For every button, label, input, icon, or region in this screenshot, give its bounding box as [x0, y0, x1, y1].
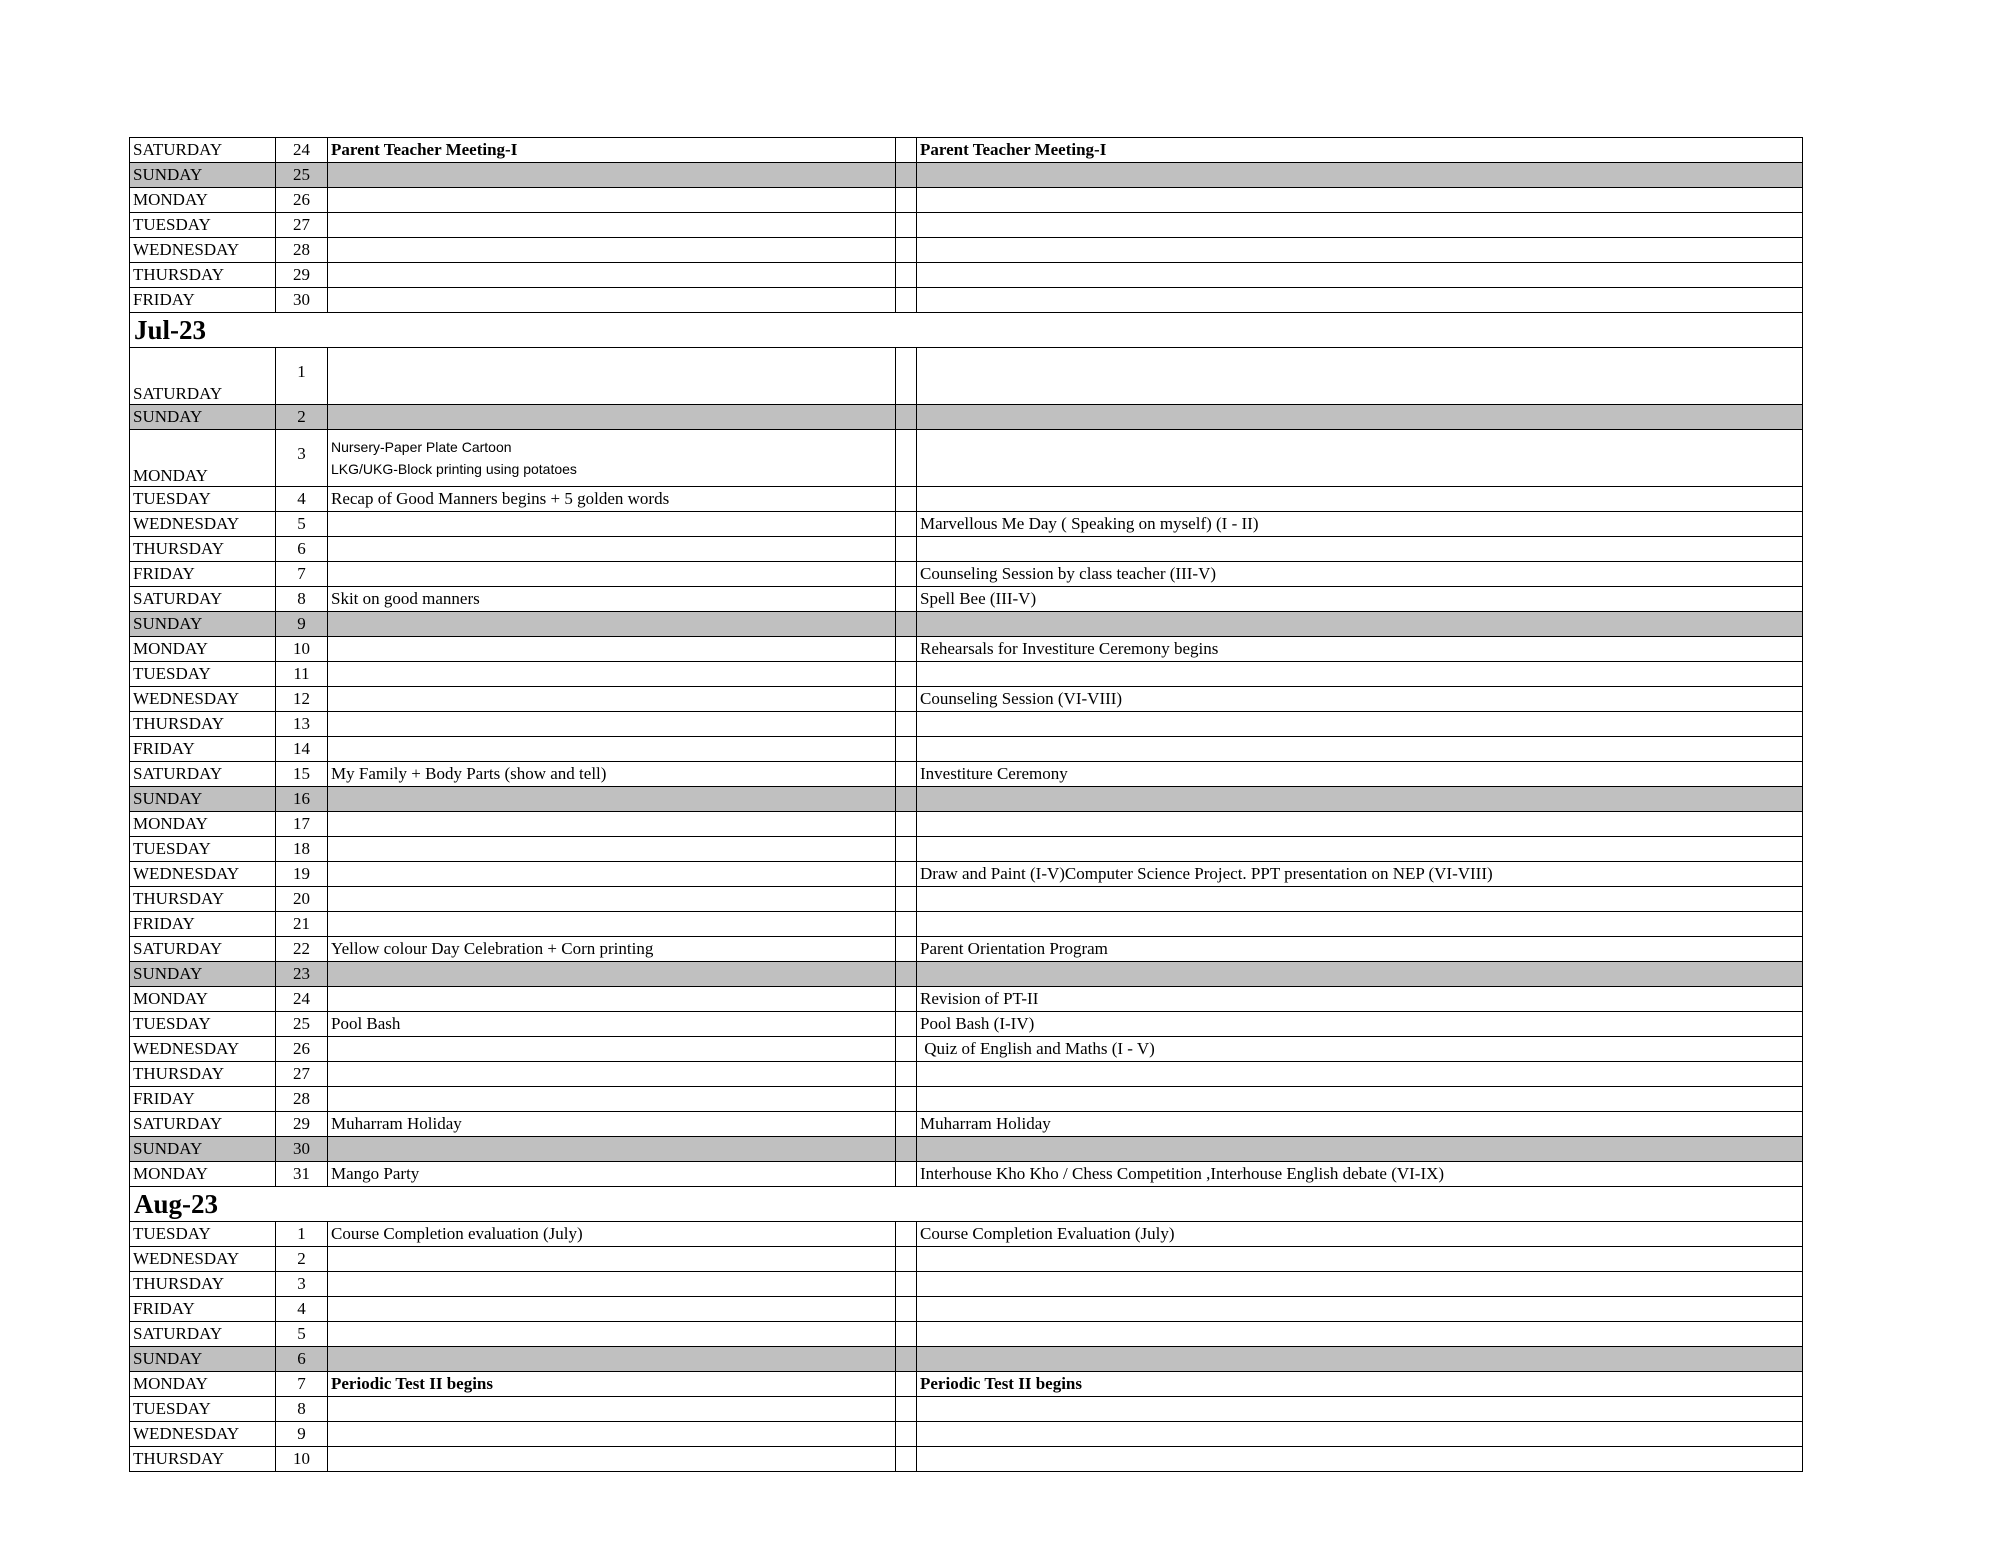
table-row	[130, 1347, 1803, 1372]
day-cell: WEDNESDAY	[130, 238, 276, 263]
day-cell: MONDAY	[130, 812, 276, 837]
day-cell: FRIDAY	[130, 912, 276, 937]
date-cell: 8	[276, 587, 328, 612]
table-row	[130, 887, 1803, 912]
table-row	[130, 612, 1803, 637]
pre-primary-activity-cell	[328, 812, 896, 837]
table-row	[130, 1087, 1803, 1112]
table-row	[130, 1422, 1803, 1447]
school-activity-cell	[917, 1137, 1803, 1162]
date-cell: 13	[276, 712, 328, 737]
spacer-cell	[896, 662, 917, 687]
school-activity-cell	[917, 238, 1803, 263]
table-row	[130, 1012, 1803, 1037]
school-activity-cell	[917, 1087, 1803, 1112]
spacer-cell	[896, 987, 917, 1012]
table-row	[130, 430, 1803, 487]
school-activity-cell: Counseling Session (VI-VIII)	[917, 687, 1803, 712]
school-activity-cell: Interhouse Kho Kho / Chess Competition ,Interhouse English debate (VI-IX)	[917, 1162, 1803, 1187]
table-row	[130, 1397, 1803, 1422]
school-activity-cell	[917, 962, 1803, 987]
table-row	[130, 163, 1803, 188]
pre-primary-activity-cell	[328, 837, 896, 862]
school-activity-cell	[917, 612, 1803, 637]
table-row	[130, 1272, 1803, 1297]
pre-primary-activity-cell	[328, 637, 896, 662]
table-row	[130, 1062, 1803, 1087]
day-cell: FRIDAY	[130, 562, 276, 587]
school-activity-cell: Parent Orientation Program	[917, 937, 1803, 962]
day-cell: SUNDAY	[130, 962, 276, 987]
school-activity-cell: Investiture Ceremony	[917, 762, 1803, 787]
school-activity-cell: Pool Bash (I-IV)	[917, 1012, 1803, 1037]
spacer-cell	[896, 238, 917, 263]
date-cell: 24	[276, 138, 328, 163]
date-cell: 26	[276, 1037, 328, 1062]
spacer-cell	[896, 587, 917, 612]
table-row	[130, 1112, 1803, 1137]
school-activity-cell	[917, 163, 1803, 188]
pre-primary-activity-cell	[328, 1037, 896, 1062]
pre-primary-activity-cell	[328, 862, 896, 887]
activity-calendar-table	[129, 137, 1803, 1472]
school-activity-cell	[917, 1347, 1803, 1372]
pre-primary-activity-cell	[328, 687, 896, 712]
pre-primary-activity-cell	[328, 213, 896, 238]
date-cell: 7	[276, 1372, 328, 1397]
day-cell: SATURDAY	[130, 348, 276, 405]
day-cell: FRIDAY	[130, 737, 276, 762]
activity-line: LKG/UKG-Block printing using potatoes	[331, 461, 577, 477]
month-header-row	[130, 313, 1803, 348]
table-row	[130, 1162, 1803, 1187]
table-row	[130, 912, 1803, 937]
spacer-cell	[896, 837, 917, 862]
school-activity-cell	[917, 263, 1803, 288]
table-row	[130, 348, 1803, 405]
pre-primary-activity-cell: My Family + Body Parts (show and tell)	[328, 762, 896, 787]
table-row	[130, 562, 1803, 587]
day-cell: MONDAY	[130, 637, 276, 662]
school-activity-cell: Marvellous Me Day ( Speaking on myself) (I - II)	[917, 512, 1803, 537]
day-cell: WEDNESDAY	[130, 862, 276, 887]
table-row	[130, 1222, 1803, 1247]
spacer-cell	[896, 787, 917, 812]
school-activity-cell	[917, 712, 1803, 737]
date-cell: 17	[276, 812, 328, 837]
day-cell: MONDAY	[130, 1372, 276, 1397]
school-activity-cell	[917, 837, 1803, 862]
pre-primary-activity-cell	[328, 288, 896, 313]
table-row	[130, 937, 1803, 962]
school-activity-cell	[917, 1422, 1803, 1447]
spacer-cell	[896, 288, 917, 313]
date-cell: 14	[276, 737, 328, 762]
table-row	[130, 737, 1803, 762]
day-cell: THURSDAY	[130, 537, 276, 562]
day-cell: FRIDAY	[130, 1087, 276, 1112]
pre-primary-activity-cell: Yellow colour Day Celebration + Corn printing	[328, 937, 896, 962]
day-cell: THURSDAY	[130, 712, 276, 737]
spacer-cell	[896, 1422, 917, 1447]
date-cell: 15	[276, 762, 328, 787]
day-cell: TUESDAY	[130, 213, 276, 238]
spacer-cell	[896, 138, 917, 163]
spacer-cell	[896, 537, 917, 562]
spacer-cell	[896, 487, 917, 512]
date-cell: 8	[276, 1397, 328, 1422]
table-row	[130, 987, 1803, 1012]
table-row	[130, 213, 1803, 238]
day-cell: SUNDAY	[130, 163, 276, 188]
school-activity-cell: Quiz of English and Maths (I - V)	[917, 1037, 1803, 1062]
spacer-cell	[896, 562, 917, 587]
day-cell: SATURDAY	[130, 937, 276, 962]
date-cell: 26	[276, 188, 328, 213]
date-cell: 22	[276, 937, 328, 962]
school-activity-cell	[917, 537, 1803, 562]
date-cell: 9	[276, 612, 328, 637]
date-cell: 31	[276, 1162, 328, 1187]
month-header-row	[130, 1187, 1803, 1222]
date-cell: 11	[276, 662, 328, 687]
spacer-cell	[896, 348, 917, 405]
table-row	[130, 862, 1803, 887]
date-cell: 5	[276, 1322, 328, 1347]
pre-primary-activity-cell	[328, 1272, 896, 1297]
spacer-cell	[896, 1112, 917, 1137]
school-activity-cell	[917, 887, 1803, 912]
spacer-cell	[896, 737, 917, 762]
pre-primary-activity-cell: Skit on good manners	[328, 587, 896, 612]
date-cell: 30	[276, 288, 328, 313]
spacer-cell	[896, 1347, 917, 1372]
table-row	[130, 1322, 1803, 1347]
date-cell: 16	[276, 787, 328, 812]
school-activity-cell: Spell Bee (III-V)	[917, 587, 1803, 612]
spacer-cell	[896, 887, 917, 912]
table-row	[130, 962, 1803, 987]
month-header: Aug-23	[130, 1187, 1803, 1222]
pre-primary-activity-cell: Muharram Holiday	[328, 1112, 896, 1137]
day-cell: SATURDAY	[130, 1112, 276, 1137]
pre-primary-activity-cell	[328, 787, 896, 812]
pre-primary-activity-cell	[328, 1322, 896, 1347]
spacer-cell	[896, 712, 917, 737]
spacer-cell	[896, 213, 917, 238]
pre-primary-activity-cell	[328, 512, 896, 537]
table-row	[130, 762, 1803, 787]
day-cell: THURSDAY	[130, 1062, 276, 1087]
day-cell: FRIDAY	[130, 288, 276, 313]
day-cell: WEDNESDAY	[130, 1037, 276, 1062]
date-cell: 20	[276, 887, 328, 912]
spacer-cell	[896, 962, 917, 987]
date-cell: 30	[276, 1137, 328, 1162]
school-activity-cell	[917, 1447, 1803, 1472]
spacer-cell	[896, 1222, 917, 1247]
school-activity-cell	[917, 430, 1803, 487]
date-cell: 2	[276, 405, 328, 430]
date-cell: 1	[276, 348, 328, 405]
month-header: Jul-23	[130, 313, 1803, 348]
date-cell: 23	[276, 962, 328, 987]
pre-primary-activity-cell	[328, 987, 896, 1012]
date-cell: 21	[276, 912, 328, 937]
day-cell: MONDAY	[130, 430, 276, 487]
day-cell: MONDAY	[130, 1162, 276, 1187]
day-cell: THURSDAY	[130, 1272, 276, 1297]
date-cell: 6	[276, 537, 328, 562]
school-activity-cell	[917, 737, 1803, 762]
day-cell: THURSDAY	[130, 1447, 276, 1472]
spacer-cell	[896, 512, 917, 537]
pre-primary-activity-cell: Course Completion evaluation (July)	[328, 1222, 896, 1247]
day-cell: WEDNESDAY	[130, 512, 276, 537]
date-cell: 29	[276, 1112, 328, 1137]
table-row	[130, 812, 1803, 837]
school-activity-cell	[917, 1322, 1803, 1347]
school-activity-cell	[917, 348, 1803, 405]
table-row	[130, 687, 1803, 712]
day-cell: SATURDAY	[130, 138, 276, 163]
table-row	[130, 1037, 1803, 1062]
school-activity-cell	[917, 787, 1803, 812]
day-cell: SATURDAY	[130, 1322, 276, 1347]
table-row	[130, 662, 1803, 687]
date-cell: 25	[276, 1012, 328, 1037]
date-cell: 3	[276, 430, 328, 487]
table-row	[130, 512, 1803, 537]
pre-primary-activity-cell	[328, 1247, 896, 1272]
day-cell: SATURDAY	[130, 587, 276, 612]
day-cell: THURSDAY	[130, 887, 276, 912]
date-cell: 27	[276, 1062, 328, 1087]
spacer-cell	[896, 1062, 917, 1087]
school-activity-cell	[917, 405, 1803, 430]
spacer-cell	[896, 163, 917, 188]
school-activity-cell: Revision of PT-II	[917, 987, 1803, 1012]
school-activity-cell	[917, 1272, 1803, 1297]
spacer-cell	[896, 1372, 917, 1397]
spacer-cell	[896, 762, 917, 787]
table-row	[130, 837, 1803, 862]
pre-primary-activity-cell: Parent Teacher Meeting-I	[328, 138, 896, 163]
day-cell: SATURDAY	[130, 762, 276, 787]
pre-primary-activity-cell	[328, 1397, 896, 1422]
date-cell: 29	[276, 263, 328, 288]
date-cell: 28	[276, 1087, 328, 1112]
pre-primary-activity-cell	[328, 1347, 896, 1372]
table-row	[130, 405, 1803, 430]
date-cell: 2	[276, 1247, 328, 1272]
table-row	[130, 288, 1803, 313]
spacer-cell	[896, 1137, 917, 1162]
spacer-cell	[896, 1087, 917, 1112]
school-activity-cell: Parent Teacher Meeting-I	[917, 138, 1803, 163]
table-row	[130, 787, 1803, 812]
spacer-cell	[896, 687, 917, 712]
table-row	[130, 587, 1803, 612]
spacer-cell	[896, 912, 917, 937]
pre-primary-activity-cell	[328, 405, 896, 430]
day-cell: SUNDAY	[130, 405, 276, 430]
school-activity-cell	[917, 812, 1803, 837]
spacer-cell	[896, 1272, 917, 1297]
spacer-cell	[896, 612, 917, 637]
school-activity-cell: Periodic Test II begins	[917, 1372, 1803, 1397]
date-cell: 4	[276, 487, 328, 512]
pre-primary-activity-cell	[328, 238, 896, 263]
pre-primary-activity-cell	[328, 662, 896, 687]
spacer-cell	[896, 812, 917, 837]
table-row	[130, 1372, 1803, 1397]
date-cell: 18	[276, 837, 328, 862]
pre-primary-activity-cell: Mango Party	[328, 1162, 896, 1187]
date-cell: 1	[276, 1222, 328, 1247]
day-cell: MONDAY	[130, 987, 276, 1012]
date-cell: 6	[276, 1347, 328, 1372]
table-row	[130, 712, 1803, 737]
day-cell: SUNDAY	[130, 787, 276, 812]
spacer-cell	[896, 263, 917, 288]
pre-primary-activity-cell	[328, 537, 896, 562]
date-cell: 5	[276, 512, 328, 537]
table-row	[130, 188, 1803, 213]
spacer-cell	[896, 188, 917, 213]
school-activity-cell: Course Completion Evaluation (July)	[917, 1222, 1803, 1247]
day-cell: TUESDAY	[130, 837, 276, 862]
pre-primary-activity-cell	[328, 263, 896, 288]
spacer-cell	[896, 937, 917, 962]
school-activity-cell	[917, 662, 1803, 687]
table-row	[130, 1137, 1803, 1162]
date-cell: 7	[276, 562, 328, 587]
table-row	[130, 238, 1803, 263]
spacer-cell	[896, 1322, 917, 1347]
school-activity-cell	[917, 288, 1803, 313]
school-activity-cell: Counseling Session by class teacher (III-V)	[917, 562, 1803, 587]
day-cell: WEDNESDAY	[130, 687, 276, 712]
day-cell: SUNDAY	[130, 612, 276, 637]
pre-primary-activity-cell: Recap of Good Manners begins + 5 golden words	[328, 487, 896, 512]
table-row	[130, 263, 1803, 288]
spacer-cell	[896, 405, 917, 430]
school-activity-cell	[917, 1297, 1803, 1322]
pre-primary-activity-cell	[328, 1087, 896, 1112]
pre-primary-activity-cell	[328, 188, 896, 213]
day-cell: TUESDAY	[130, 1222, 276, 1247]
date-cell: 3	[276, 1272, 328, 1297]
spacer-cell	[896, 1037, 917, 1062]
spacer-cell	[896, 1162, 917, 1187]
school-activity-cell	[917, 188, 1803, 213]
school-activity-cell: Muharram Holiday	[917, 1112, 1803, 1137]
date-cell: 27	[276, 213, 328, 238]
pre-primary-activity-cell	[328, 348, 896, 405]
pre-primary-activity-cell	[328, 712, 896, 737]
day-cell: SUNDAY	[130, 1347, 276, 1372]
table-row	[130, 1447, 1803, 1472]
table-row	[130, 1297, 1803, 1322]
spacer-cell	[896, 1297, 917, 1322]
pre-primary-activity-cell	[328, 562, 896, 587]
date-cell: 12	[276, 687, 328, 712]
table-row	[130, 138, 1803, 163]
pre-primary-activity-cell	[328, 1062, 896, 1087]
school-activity-cell: Rehearsals for Investiture Ceremony begins	[917, 637, 1803, 662]
spacer-cell	[896, 1447, 917, 1472]
pre-primary-activity-cell	[328, 737, 896, 762]
date-cell: 24	[276, 987, 328, 1012]
spacer-cell	[896, 1397, 917, 1422]
school-activity-cell	[917, 1062, 1803, 1087]
pre-primary-activity-cell	[328, 1137, 896, 1162]
table-row	[130, 487, 1803, 512]
pre-primary-activity-cell	[328, 1422, 896, 1447]
day-cell: WEDNESDAY	[130, 1422, 276, 1447]
school-activity-cell	[917, 487, 1803, 512]
pre-primary-activity-cell	[328, 887, 896, 912]
table-row	[130, 1247, 1803, 1272]
day-cell: TUESDAY	[130, 662, 276, 687]
pre-primary-activity-cell	[328, 163, 896, 188]
pre-primary-activity-cell	[328, 912, 896, 937]
calendar-body	[130, 138, 1803, 1472]
day-cell: TUESDAY	[130, 487, 276, 512]
school-activity-cell	[917, 213, 1803, 238]
pre-primary-activity-cell: Pool Bash	[328, 1012, 896, 1037]
pre-primary-activity-cell	[328, 1447, 896, 1472]
spacer-cell	[896, 862, 917, 887]
day-cell: MONDAY	[130, 188, 276, 213]
pre-primary-activity-cell	[328, 1297, 896, 1322]
day-cell: WEDNESDAY	[130, 1247, 276, 1272]
spacer-cell	[896, 1012, 917, 1037]
school-activity-cell: Draw and Paint (I-V)Computer Science Project. PPT presentation on NEP (VI-VIII)	[917, 862, 1803, 887]
pre-primary-activity-cell	[328, 962, 896, 987]
school-activity-cell	[917, 912, 1803, 937]
activity-line: Nursery-Paper Plate Cartoon	[331, 439, 512, 455]
school-activity-cell	[917, 1397, 1803, 1422]
spacer-cell	[896, 430, 917, 487]
day-cell: FRIDAY	[130, 1297, 276, 1322]
pre-primary-activity-cell	[328, 430, 896, 487]
spacer-cell	[896, 1247, 917, 1272]
day-cell: THURSDAY	[130, 263, 276, 288]
school-activity-cell	[917, 1247, 1803, 1272]
date-cell: 9	[276, 1422, 328, 1447]
spacer-cell	[896, 637, 917, 662]
day-cell: SUNDAY	[130, 1137, 276, 1162]
table-row	[130, 537, 1803, 562]
date-cell: 25	[276, 163, 328, 188]
day-cell: TUESDAY	[130, 1397, 276, 1422]
table-row	[130, 637, 1803, 662]
pre-primary-activity-cell: Periodic Test II begins	[328, 1372, 896, 1397]
pre-primary-activity-cell	[328, 612, 896, 637]
date-cell: 28	[276, 238, 328, 263]
date-cell: 10	[276, 1447, 328, 1472]
date-cell: 4	[276, 1297, 328, 1322]
day-cell: TUESDAY	[130, 1012, 276, 1037]
date-cell: 10	[276, 637, 328, 662]
date-cell: 19	[276, 862, 328, 887]
